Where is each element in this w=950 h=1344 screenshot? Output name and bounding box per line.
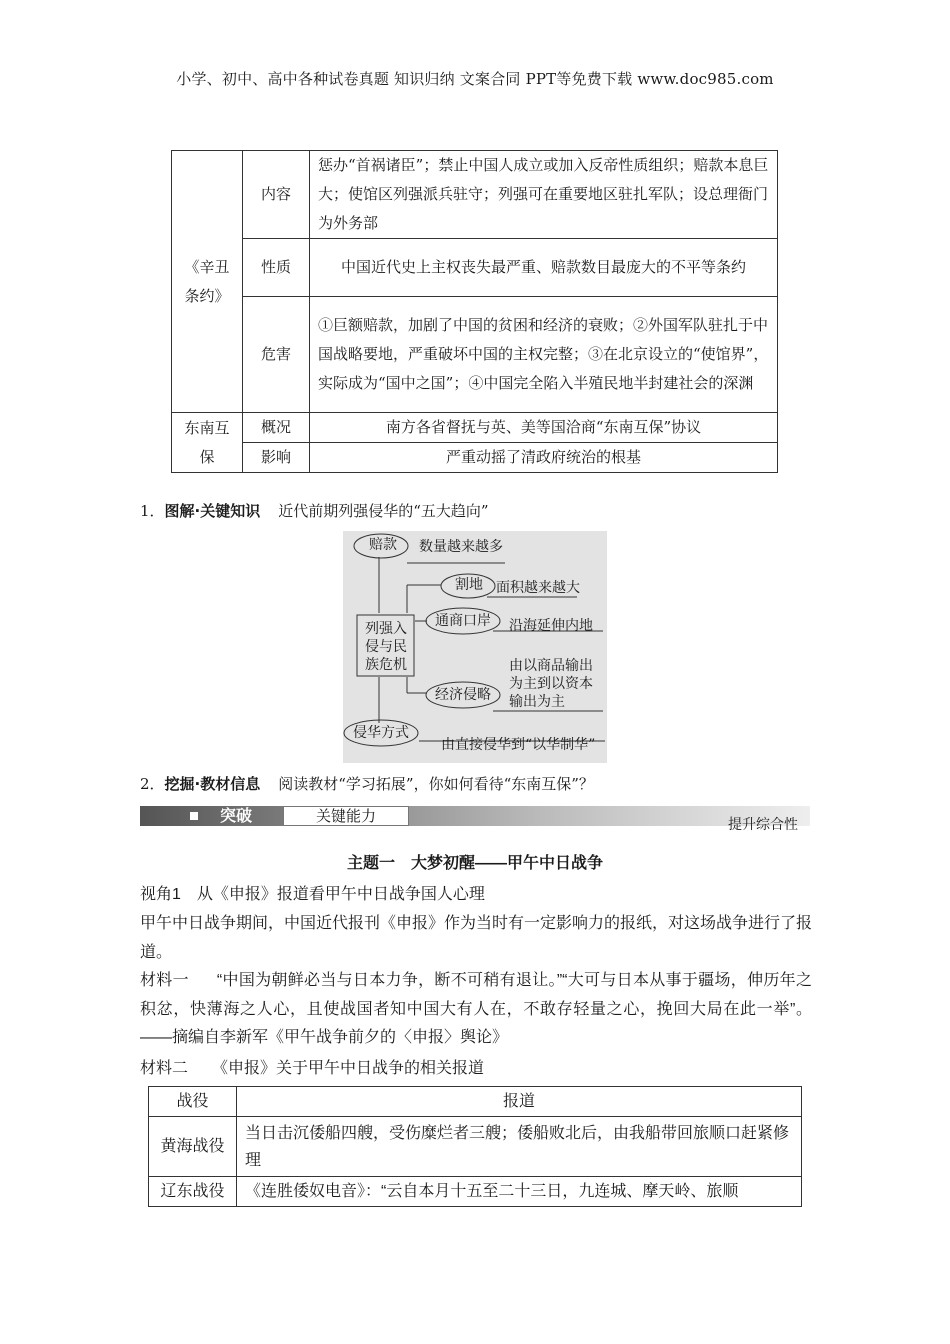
node-label-economic-invasion: 经济侵略 xyxy=(435,687,491,703)
node-label-indemnity: 赔款 xyxy=(369,537,397,553)
banner-right-text: 提升综合性 xyxy=(728,817,798,833)
material-1-text: “中国为朝鲜必当与日本力争，断不可稍有退让。”“大可与日本从事于疆场，伸历年之积忿，快薄海之人心，且使战国者知中国大有人在，不敢存轻量之心，挽回大局在此一举”。——摘编自李新军《甲午战争前夕的〈申报〉舆论》 xyxy=(140,972,812,1046)
center-line-3: 族危机 xyxy=(365,657,407,673)
econ-desc-line-1: 由以商品输出 xyxy=(509,658,593,674)
row-text-overview: 南方各省督抚与英、美等国洽商“东南互保”协议 xyxy=(310,413,778,443)
report-yellow-sea: 当日击沉倭船四艘，受伤糜烂者三艘；倭船败北后，由我船带回旅顺口赶紧修理 xyxy=(237,1117,802,1177)
header-battle: 战役 xyxy=(149,1087,237,1117)
report-table xyxy=(148,1086,802,1207)
row-label-content: 内容 xyxy=(243,151,310,239)
row-label-impact: 影响 xyxy=(243,443,310,473)
row-text-impact: 严重动摇了清政府统治的根基 xyxy=(310,443,778,473)
row-label-harm: 危害 xyxy=(243,297,310,413)
intro-paragraph: 甲午中日战争期间，中国近代报刊《申报》作为当时有一定影响力的报纸，对这场战争进行了报道。 xyxy=(140,915,813,961)
banner-label-breakthrough: 突破 xyxy=(220,806,253,825)
material-2-text: 《申报》关于甲午中日战争的相关报道 xyxy=(212,1060,485,1077)
southeast-name-cell xyxy=(172,413,243,473)
material-1-label: 材料一 xyxy=(140,972,189,989)
center-line-1: 列强入 xyxy=(365,621,407,637)
row-text-nature: 中国近代史上主权丧失最严重、赔款数目最庞大的不平等条约 xyxy=(310,239,778,297)
question-1 xyxy=(140,500,489,521)
material-1 xyxy=(140,967,812,1053)
battle-yellow-sea: 黄海战役 xyxy=(149,1117,237,1177)
node-label-treaty-ports: 通商口岸 xyxy=(435,613,491,629)
row-label-overview: 概况 xyxy=(243,413,310,443)
question-1-heading: 图解·关键知识 xyxy=(164,502,261,520)
question-2-number: 2． xyxy=(140,775,165,793)
question-2-text: 阅读教材“学习拓展”，你如何看待“东南互保”？ xyxy=(278,775,594,793)
node-desc-invasion-method: 由直接侵华到“以华制华” xyxy=(441,737,596,753)
page-header: 小学、初中、高中各种试卷真题 知识归纳 文案合同 PPT等免费下载 www.doc985.com xyxy=(176,70,774,88)
report-liaodong: 《连胜倭奴电音》：“云自本月十五至二十三日，九连城、摩天岭、旅顺 xyxy=(237,1177,802,1207)
node-label-invasion-method: 侵华方式 xyxy=(353,725,409,741)
question-1-number: 1． xyxy=(140,502,165,520)
material-2-label: 材料二 xyxy=(140,1060,189,1077)
center-node-label xyxy=(363,620,409,674)
southeast-name: 东南互保 xyxy=(184,418,230,466)
node-desc-indemnity: 数量越来越多 xyxy=(419,539,503,555)
row-text-harm: ①巨额赔款，加剧了中国的贫困和经济的衰败；②外国军队驻扎于中国战略要地，严重破坏中国的主权完整；③在北京设立的“使馆界”，实际成为“国中之国”；④中国完全陷入半殖民地半封建社会的深渊 xyxy=(310,297,778,413)
econ-desc-line-3: 输出为主 xyxy=(509,694,565,710)
row-text-content: 惩办“首祸诸臣”；禁止中国人成立或加入反帝性质组织；赔款本息巨大；使馆区列强派兵驻守；列强可在重要地区驻扎军队；设总理衙门为外务部 xyxy=(310,151,778,239)
treaty-name: 《辛丑条约》 xyxy=(184,257,230,305)
banner-label-key-ability: 关键能力 xyxy=(283,806,409,826)
treaty-table xyxy=(171,150,778,473)
invasion-trends-diagram xyxy=(343,531,607,763)
treaty-name-cell xyxy=(172,151,243,413)
node-desc-economic-invasion xyxy=(509,657,593,711)
econ-desc-line-2: 为主到以资本 xyxy=(509,676,593,692)
banner-square-icon xyxy=(190,812,198,820)
material-2 xyxy=(140,1055,812,1083)
section-banner xyxy=(140,806,810,833)
node-desc-land-cession: 面积越来越大 xyxy=(496,580,580,596)
header-report: 报道 xyxy=(237,1087,802,1117)
node-desc-treaty-ports: 沿海延伸内地 xyxy=(509,618,593,634)
battle-liaodong: 辽东战役 xyxy=(149,1177,237,1207)
question-1-text: 近代前期列强侵华的“五大趋向” xyxy=(278,502,489,520)
question-2 xyxy=(140,773,594,794)
question-2-heading: 挖掘·教材信息 xyxy=(164,775,261,793)
theme-title: 主题一 大梦初醒——甲午中日战争 xyxy=(346,855,603,872)
center-line-2: 侵与民 xyxy=(365,639,407,655)
row-label-nature: 性质 xyxy=(243,239,310,297)
node-label-land-cession: 割地 xyxy=(455,577,483,593)
perspective-heading: 视角1 从《申报》报道看甲午中日战争国人心理 xyxy=(140,886,485,903)
